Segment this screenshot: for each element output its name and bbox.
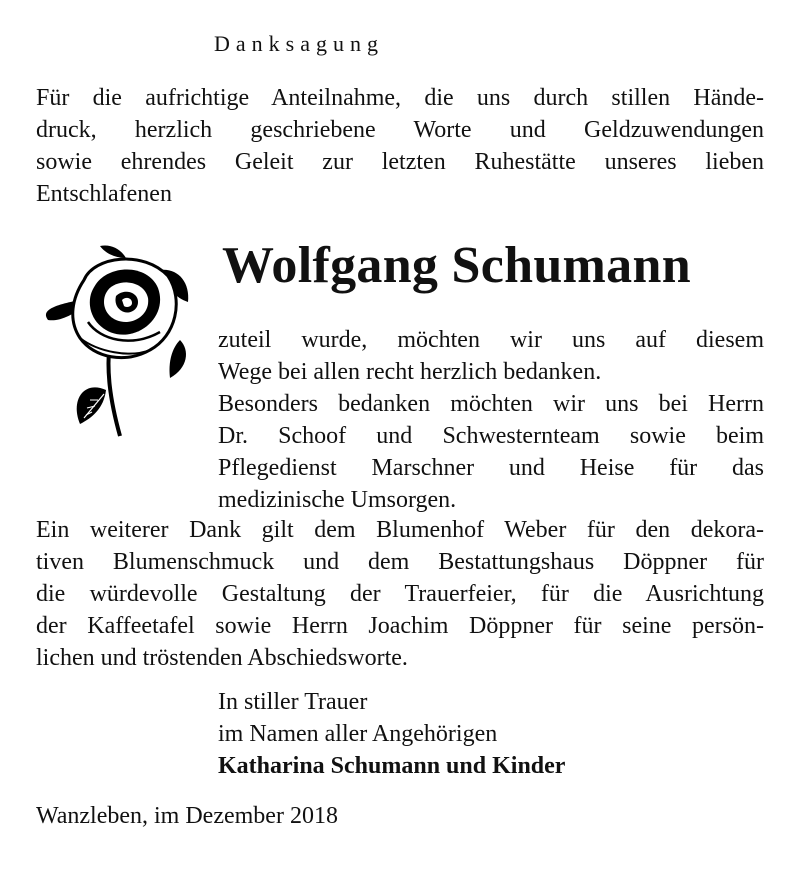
signature-line: In stiller Trauer [218,689,368,715]
closing-line: der Kaffeetafel sowie Herrn Joachim Döppner für seine persön- [36,613,764,639]
rose-icon [40,240,190,440]
intro-line: druck, herzlich geschriebene Worte und Geldzuwendungen [36,117,764,143]
place-date: Wanzleben, im Dezember 2018 [36,803,338,829]
beside-line: Pflegedienst Marschner und Heise für das [218,455,764,481]
intro-line: Entschlafenen [36,181,172,207]
beside-line: medizinische Umsorgen. [218,487,457,513]
signature-names: Katharina Schumann und Kinder [218,753,566,779]
intro-line: Für die aufrichtige Anteilnahme, die uns durch stillen Hände- [36,85,764,111]
closing-line: tiven Blumenschmuck und dem Bestattungshaus Döppner für [36,549,764,575]
signature-line: im Namen aller Angehörigen [218,721,498,747]
intro-line: sowie ehrendes Geleit zur letzten Ruhestätte unseres lieben [36,149,764,175]
deceased-name: Wolfgang Schumann [222,237,691,294]
heading: Danksagung [214,31,384,56]
rose-leaf [77,387,106,424]
beside-line: zuteil wurde, möchten wir uns auf diesem [218,327,764,353]
beside-line: Dr. Schoof und Schwesternteam sowie beim [218,423,764,449]
beside-line: Wege bei allen recht herzlich bedanken. [218,359,602,385]
closing-line: die würdevolle Gestaltung der Trauerfeier, für die Ausrichtung [36,581,764,607]
closing-line: Ein weiterer Dank gilt dem Blumenhof Weber für den dekora- [36,517,764,543]
closing-line: lichen und tröstenden Abschiedsworte. [36,645,408,671]
beside-line: Besonders bedanken möchten wir uns bei Herrn [218,391,764,417]
